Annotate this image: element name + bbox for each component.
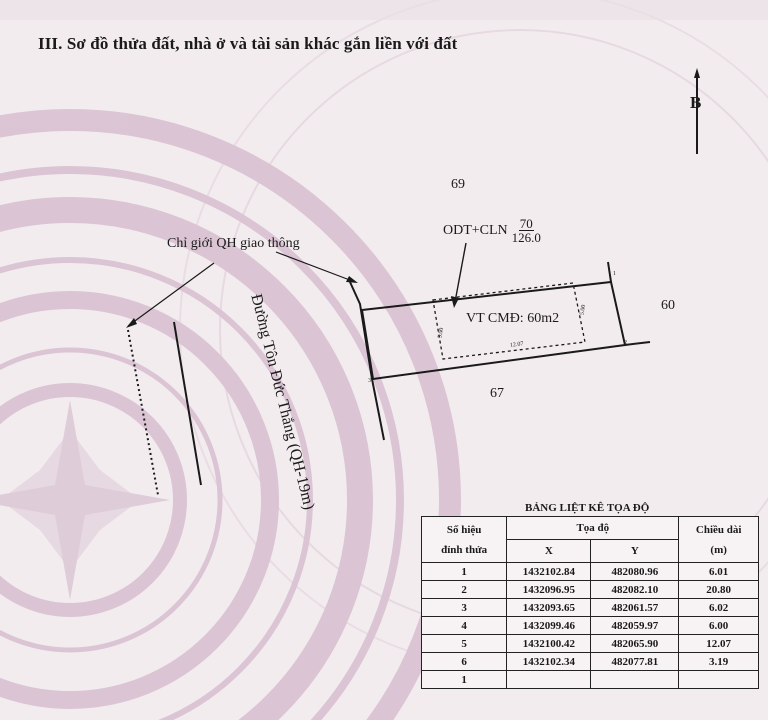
- vertex-label-2: 2: [624, 340, 627, 346]
- cell-y: 482059.97: [591, 617, 679, 635]
- vt-cmd-label: VT CMĐ: 60m2: [466, 311, 560, 326]
- section-title: III. Sơ đồ thửa đất, nhà ở và tài sản khác gắn liền với đất: [38, 34, 458, 53]
- vertex-label-1: 1: [613, 271, 616, 277]
- cell-x: 1432096.95: [507, 581, 591, 599]
- cell-y: 482077.81: [591, 653, 679, 671]
- neighbor-parcel-right: 60: [661, 298, 675, 313]
- cell-x: [507, 671, 591, 689]
- cell-x: 1432093.65: [507, 599, 591, 617]
- cell-length: 20.80: [679, 581, 759, 599]
- cell-length: 6.01: [679, 563, 759, 581]
- coord-table-title: BẢNG LIỆT KÊ TỌA ĐỘ: [525, 502, 650, 514]
- cell-x: 1432099.46: [507, 617, 591, 635]
- table-row: [422, 581, 759, 599]
- cell-length: 3.19: [679, 653, 759, 671]
- cell-id: 4: [422, 617, 507, 635]
- cell-id: 1: [422, 671, 507, 689]
- cell-id: 1: [422, 563, 507, 581]
- cell-length: 6.02: [679, 599, 759, 617]
- table-row: [422, 671, 759, 689]
- table-row: [422, 617, 759, 635]
- table-row: [422, 599, 759, 617]
- street-label: Đường Tôn Đức Thắng (QH-19m): [247, 292, 318, 512]
- land-use-code: ODT+CLN: [443, 222, 508, 238]
- street-boundary: [350, 282, 384, 440]
- cell-id: 2: [422, 581, 507, 599]
- col-header-id: Số hiệu đỉnh thửa: [422, 517, 507, 563]
- parcel-area: 126.0: [511, 230, 541, 245]
- cell-length: 6.00: [679, 617, 759, 635]
- road-solid-line: [174, 322, 201, 485]
- cell-x: 1432100.42: [507, 635, 591, 653]
- cell-y: 482080.96: [591, 563, 679, 581]
- dim-bottom: 12.07: [509, 341, 524, 349]
- col-header-x: X: [507, 540, 591, 563]
- cell-length: 12.07: [679, 635, 759, 653]
- coord-table: [421, 516, 759, 689]
- dim-right: 5.00: [579, 304, 588, 316]
- cell-y: 482065.90: [591, 635, 679, 653]
- neighbor-parcel-bottom: 67: [490, 386, 504, 401]
- setback-label: Chỉ giới QH giao thông: [167, 236, 300, 251]
- col-header-length: Chiều dài (m): [679, 517, 759, 563]
- cell-id: 3: [422, 599, 507, 617]
- cell-length: [679, 671, 759, 689]
- col-header-coord: Tọa độ: [507, 517, 679, 540]
- col-header-y: Y: [591, 540, 679, 563]
- table-row: [422, 635, 759, 653]
- cell-id: 6: [422, 653, 507, 671]
- cell-x: 1432102.84: [507, 563, 591, 581]
- north-label: B: [690, 93, 702, 112]
- table-row: [422, 653, 759, 671]
- cell-y: [591, 671, 679, 689]
- cell-y: 482061.57: [591, 599, 679, 617]
- cell-id: 5: [422, 635, 507, 653]
- table-row: [422, 563, 759, 581]
- cell-x: 1432102.34: [507, 653, 591, 671]
- neighbor-parcel-top: 69: [451, 177, 465, 192]
- cell-y: 482082.10: [591, 581, 679, 599]
- dim-left: 5.00: [437, 327, 446, 339]
- vertex-label-3: 3: [368, 378, 371, 384]
- road-dotted-line: [128, 330, 158, 495]
- parcel-number: 70: [519, 216, 533, 231]
- parcel-boundary: [362, 282, 625, 379]
